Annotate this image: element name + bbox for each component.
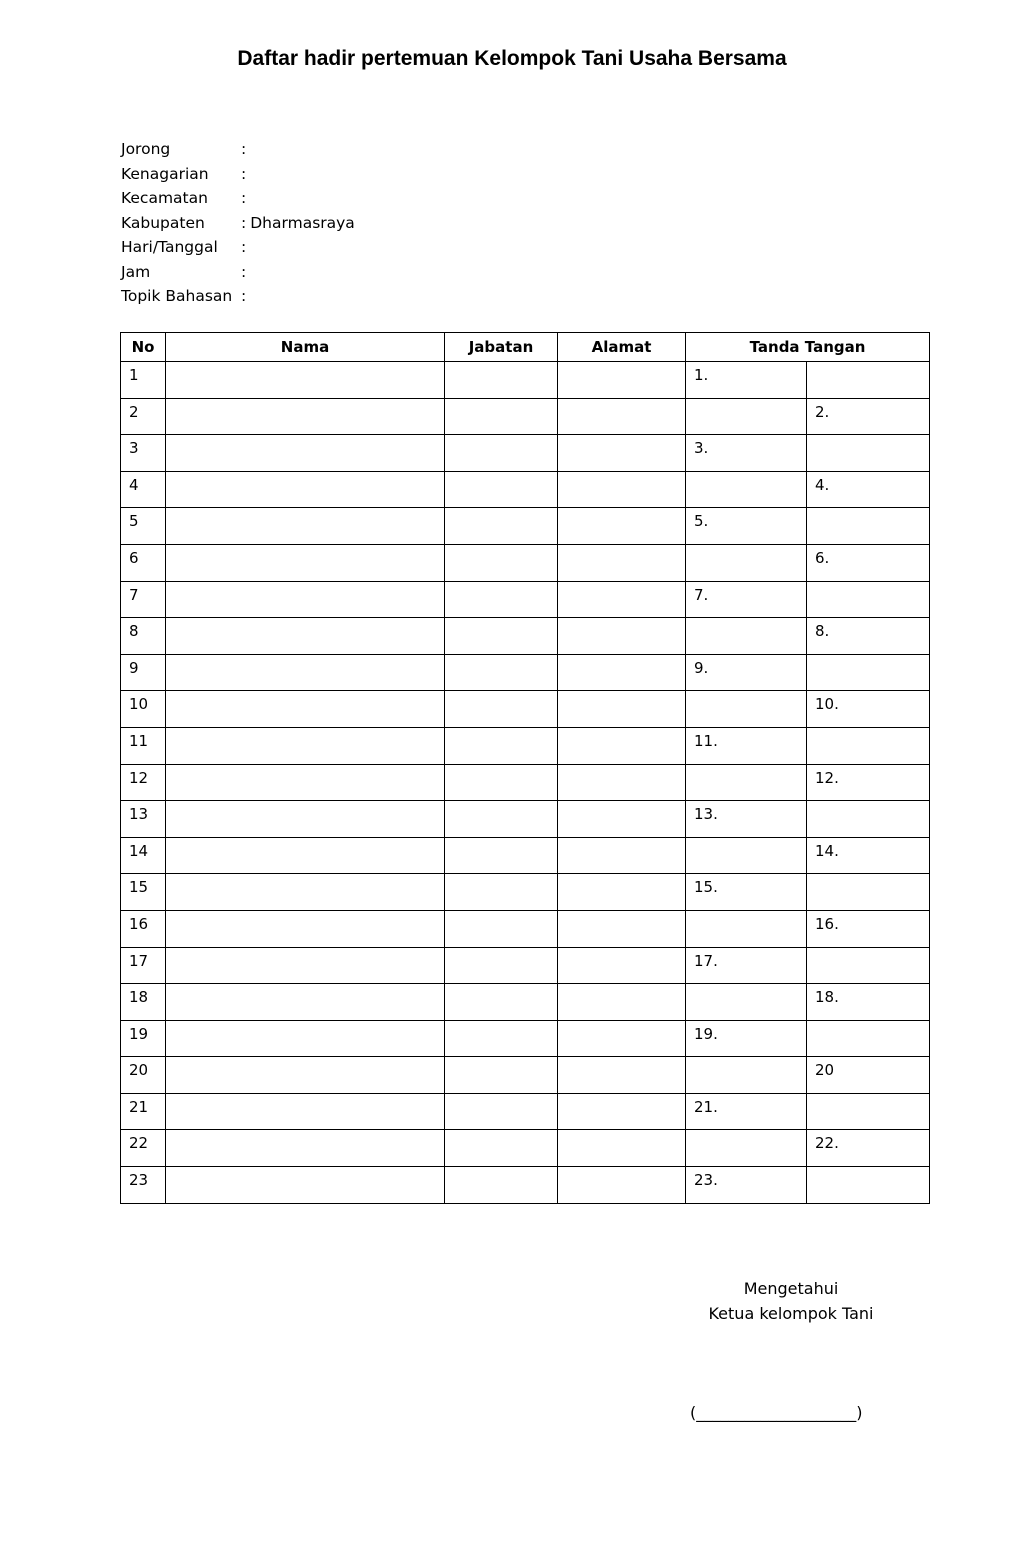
cell-no: 5 <box>121 508 166 545</box>
cell-nama[interactable] <box>166 362 445 399</box>
cell-alamat[interactable] <box>558 1057 686 1094</box>
attendance-rows <box>121 362 930 1204</box>
cell-signature-right[interactable] <box>807 947 930 984</box>
cell-jabatan[interactable] <box>445 544 558 581</box>
info-label: Jorong <box>121 140 171 158</box>
info-label: Kecamatan <box>121 189 208 207</box>
table-row <box>121 837 930 874</box>
cell-signature-right[interactable]: 20 <box>807 1057 930 1094</box>
table-row <box>121 1057 930 1094</box>
cell-signature-right[interactable] <box>807 581 930 618</box>
cell-nama[interactable] <box>166 1057 445 1094</box>
cell-signature-left[interactable]: 9. <box>686 654 807 691</box>
info-label: Hari/Tanggal <box>121 238 218 256</box>
cell-no: 23 <box>121 1167 166 1204</box>
cell-no: 14 <box>121 837 166 874</box>
cell-no: 17 <box>121 947 166 984</box>
cell-no: 16 <box>121 910 166 947</box>
table-row <box>121 398 930 435</box>
cell-alamat[interactable] <box>558 691 686 728</box>
table-row <box>121 691 930 728</box>
cell-jabatan[interactable] <box>445 362 558 399</box>
cell-signature-left[interactable] <box>686 691 807 728</box>
cell-signature-right[interactable] <box>807 362 930 399</box>
cell-alamat[interactable] <box>558 581 686 618</box>
cell-signature-left[interactable]: 5. <box>686 508 807 545</box>
cell-alamat[interactable] <box>558 837 686 874</box>
table-row <box>121 1020 930 1057</box>
cell-jabatan[interactable] <box>445 1020 558 1057</box>
signature-line: (____________________) <box>690 1403 863 1422</box>
cell-signature-right[interactable] <box>807 801 930 838</box>
table-row <box>121 435 930 472</box>
document-title: Daftar hadir pertemuan Kelompok Tani Usaha Bersama <box>237 47 787 70</box>
cell-jabatan[interactable] <box>445 910 558 947</box>
cell-jabatan[interactable] <box>445 1093 558 1130</box>
cell-signature-right[interactable] <box>807 1093 930 1130</box>
cell-no: 4 <box>121 471 166 508</box>
table-row <box>121 874 930 911</box>
info-row-kenagarian: Kenagarian : <box>121 162 355 187</box>
cell-signature-right[interactable]: 18. <box>807 984 930 1021</box>
cell-signature-left[interactable] <box>686 1057 807 1094</box>
header-tanda-tangan: Tanda Tangan <box>686 333 930 362</box>
cell-nama[interactable] <box>166 508 445 545</box>
info-row-kabupaten: Kabupaten : Dharmasraya <box>121 211 355 236</box>
info-row-jorong: Jorong : <box>121 137 355 162</box>
info-label: Topik Bahasan <box>121 287 233 305</box>
info-label: Jam <box>121 262 151 281</box>
cell-signature-right[interactable]: 16. <box>807 910 930 947</box>
cell-no: 6 <box>121 544 166 581</box>
table-row <box>121 471 930 508</box>
table-row <box>121 1167 930 1204</box>
cell-alamat[interactable] <box>558 1167 686 1204</box>
info-label: Kenagarian <box>121 164 209 183</box>
cell-signature-right[interactable]: 2. <box>807 398 930 435</box>
cell-signature-left[interactable] <box>686 910 807 947</box>
cell-alamat[interactable] <box>558 654 686 691</box>
cell-alamat[interactable] <box>558 435 686 472</box>
cell-jabatan[interactable] <box>445 1057 558 1094</box>
cell-signature-left[interactable] <box>686 984 807 1021</box>
cell-no: 8 <box>121 618 166 655</box>
cell-nama[interactable] <box>166 947 445 984</box>
cell-signature-right[interactable] <box>807 654 930 691</box>
cell-no: 2 <box>121 398 166 435</box>
cell-no: 1 <box>121 362 166 399</box>
cell-signature-left[interactable] <box>686 544 807 581</box>
cell-signature-left[interactable]: 15. <box>686 874 807 911</box>
cell-signature-left[interactable]: 3. <box>686 435 807 472</box>
table-row <box>121 947 930 984</box>
cell-nama[interactable] <box>166 1167 445 1204</box>
header-jabatan: Jabatan <box>445 333 558 362</box>
table-row <box>121 581 930 618</box>
cell-jabatan[interactable] <box>445 727 558 764</box>
table-row <box>121 508 930 545</box>
cell-alamat[interactable] <box>558 984 686 1021</box>
cell-alamat[interactable] <box>558 471 686 508</box>
cell-jabatan[interactable] <box>445 1167 558 1204</box>
cell-signature-right[interactable] <box>807 874 930 911</box>
attendance-table <box>120 332 930 1204</box>
cell-alamat[interactable] <box>558 618 686 655</box>
cell-nama[interactable] <box>166 471 445 508</box>
cell-jabatan[interactable] <box>445 435 558 472</box>
cell-signature-right[interactable] <box>807 435 930 472</box>
cell-nama[interactable] <box>166 618 445 655</box>
info-label: Kabupaten <box>121 213 205 232</box>
cell-no: 7 <box>121 581 166 618</box>
cell-jabatan[interactable] <box>445 1130 558 1167</box>
cell-signature-right[interactable]: 12. <box>807 764 930 801</box>
cell-no: 12 <box>121 764 166 801</box>
table-row <box>121 618 930 655</box>
table-row <box>121 984 930 1021</box>
header-no: No <box>121 333 166 362</box>
cell-no: 18 <box>121 984 166 1021</box>
cell-signature-left[interactable] <box>686 471 807 508</box>
cell-nama[interactable] <box>166 874 445 911</box>
cell-alamat[interactable] <box>558 544 686 581</box>
cell-no: 13 <box>121 801 166 838</box>
cell-nama[interactable] <box>166 727 445 764</box>
cell-signature-right[interactable] <box>807 1167 930 1204</box>
cell-nama[interactable] <box>166 837 445 874</box>
cell-jabatan[interactable] <box>445 654 558 691</box>
cell-no: 10 <box>121 691 166 728</box>
cell-nama[interactable] <box>166 910 445 947</box>
cell-jabatan[interactable] <box>445 801 558 838</box>
signoff-role: Ketua kelompok Tani <box>708 1304 874 1323</box>
cell-no: 21 <box>121 1093 166 1130</box>
table-row <box>121 764 930 801</box>
cell-nama[interactable] <box>166 764 445 801</box>
meeting-info <box>121 137 355 309</box>
cell-nama[interactable] <box>166 984 445 1021</box>
cell-alamat[interactable] <box>558 764 686 801</box>
table-header-row <box>121 333 930 362</box>
cell-nama[interactable] <box>166 398 445 435</box>
signoff-mengetahui: Mengetahui <box>743 1279 839 1298</box>
cell-signature-right[interactable] <box>807 1020 930 1057</box>
cell-jabatan[interactable] <box>445 581 558 618</box>
cell-alamat[interactable] <box>558 508 686 545</box>
header-alamat: Alamat <box>558 333 686 362</box>
table-row <box>121 362 930 399</box>
cell-alamat[interactable] <box>558 874 686 911</box>
cell-alamat[interactable] <box>558 727 686 764</box>
cell-signature-left[interactable] <box>686 398 807 435</box>
info-value: Dharmasraya <box>250 213 355 232</box>
cell-no: 15 <box>121 874 166 911</box>
cell-signature-right[interactable]: 14. <box>807 837 930 874</box>
cell-nama[interactable] <box>166 1020 445 1057</box>
cell-alamat[interactable] <box>558 398 686 435</box>
table-row <box>121 654 930 691</box>
cell-no: 3 <box>121 435 166 472</box>
cell-no: 11 <box>121 727 166 764</box>
info-row-jam: Jam : <box>121 260 355 285</box>
cell-alamat[interactable] <box>558 910 686 947</box>
cell-signature-left[interactable] <box>686 1130 807 1167</box>
cell-no: 19 <box>121 1020 166 1057</box>
cell-jabatan[interactable] <box>445 984 558 1021</box>
cell-signature-right[interactable]: 4. <box>807 471 930 508</box>
cell-jabatan[interactable] <box>445 508 558 545</box>
cell-signature-left[interactable]: 17. <box>686 947 807 984</box>
header-nama: Nama <box>166 333 445 362</box>
cell-jabatan[interactable] <box>445 837 558 874</box>
info-row-kecamatan: Kecamatan : <box>121 186 355 211</box>
signoff-block <box>686 1276 896 1326</box>
cell-no: 9 <box>121 654 166 691</box>
cell-alamat[interactable] <box>558 362 686 399</box>
cell-alamat[interactable] <box>558 1020 686 1057</box>
cell-nama[interactable] <box>166 435 445 472</box>
cell-signature-right[interactable] <box>807 727 930 764</box>
cell-signature-left[interactable] <box>686 837 807 874</box>
table-row <box>121 1093 930 1130</box>
cell-signature-right[interactable]: 8. <box>807 618 930 655</box>
cell-nama[interactable] <box>166 1130 445 1167</box>
cell-signature-left[interactable]: 7. <box>686 581 807 618</box>
cell-nama[interactable] <box>166 801 445 838</box>
cell-signature-right[interactable] <box>807 508 930 545</box>
table-row <box>121 801 930 838</box>
cell-signature-right[interactable]: 6. <box>807 544 930 581</box>
cell-alamat[interactable] <box>558 801 686 838</box>
info-row-hari-tanggal: Hari/Tanggal : <box>121 235 355 260</box>
cell-no: 22 <box>121 1130 166 1167</box>
cell-signature-left[interactable]: 13. <box>686 801 807 838</box>
cell-jabatan[interactable] <box>445 691 558 728</box>
cell-jabatan[interactable] <box>445 398 558 435</box>
cell-nama[interactable] <box>166 544 445 581</box>
cell-nama[interactable] <box>166 581 445 618</box>
cell-jabatan[interactable] <box>445 764 558 801</box>
cell-signature-left[interactable]: 11. <box>686 727 807 764</box>
cell-nama[interactable] <box>166 654 445 691</box>
cell-nama[interactable] <box>166 691 445 728</box>
cell-alamat[interactable] <box>558 1093 686 1130</box>
table-row <box>121 910 930 947</box>
cell-signature-right[interactable]: 22. <box>807 1130 930 1167</box>
table-row <box>121 544 930 581</box>
cell-signature-left[interactable]: 23. <box>686 1167 807 1204</box>
cell-signature-left[interactable]: 21. <box>686 1093 807 1130</box>
cell-signature-left[interactable] <box>686 618 807 655</box>
cell-no: 20 <box>121 1057 166 1094</box>
cell-signature-left[interactable] <box>686 764 807 801</box>
cell-jabatan[interactable] <box>445 618 558 655</box>
cell-nama[interactable] <box>166 1093 445 1130</box>
cell-signature-right[interactable]: 10. <box>807 691 930 728</box>
info-row-topik-bahasan: Topik Bahasan : <box>121 284 355 309</box>
table-row <box>121 727 930 764</box>
cell-signature-left[interactable]: 1. <box>686 362 807 399</box>
cell-jabatan[interactable] <box>445 471 558 508</box>
cell-signature-left[interactable]: 19. <box>686 1020 807 1057</box>
cell-alamat[interactable] <box>558 1130 686 1167</box>
cell-jabatan[interactable] <box>445 874 558 911</box>
cell-alamat[interactable] <box>558 947 686 984</box>
table-row <box>121 1130 930 1167</box>
cell-jabatan[interactable] <box>445 947 558 984</box>
